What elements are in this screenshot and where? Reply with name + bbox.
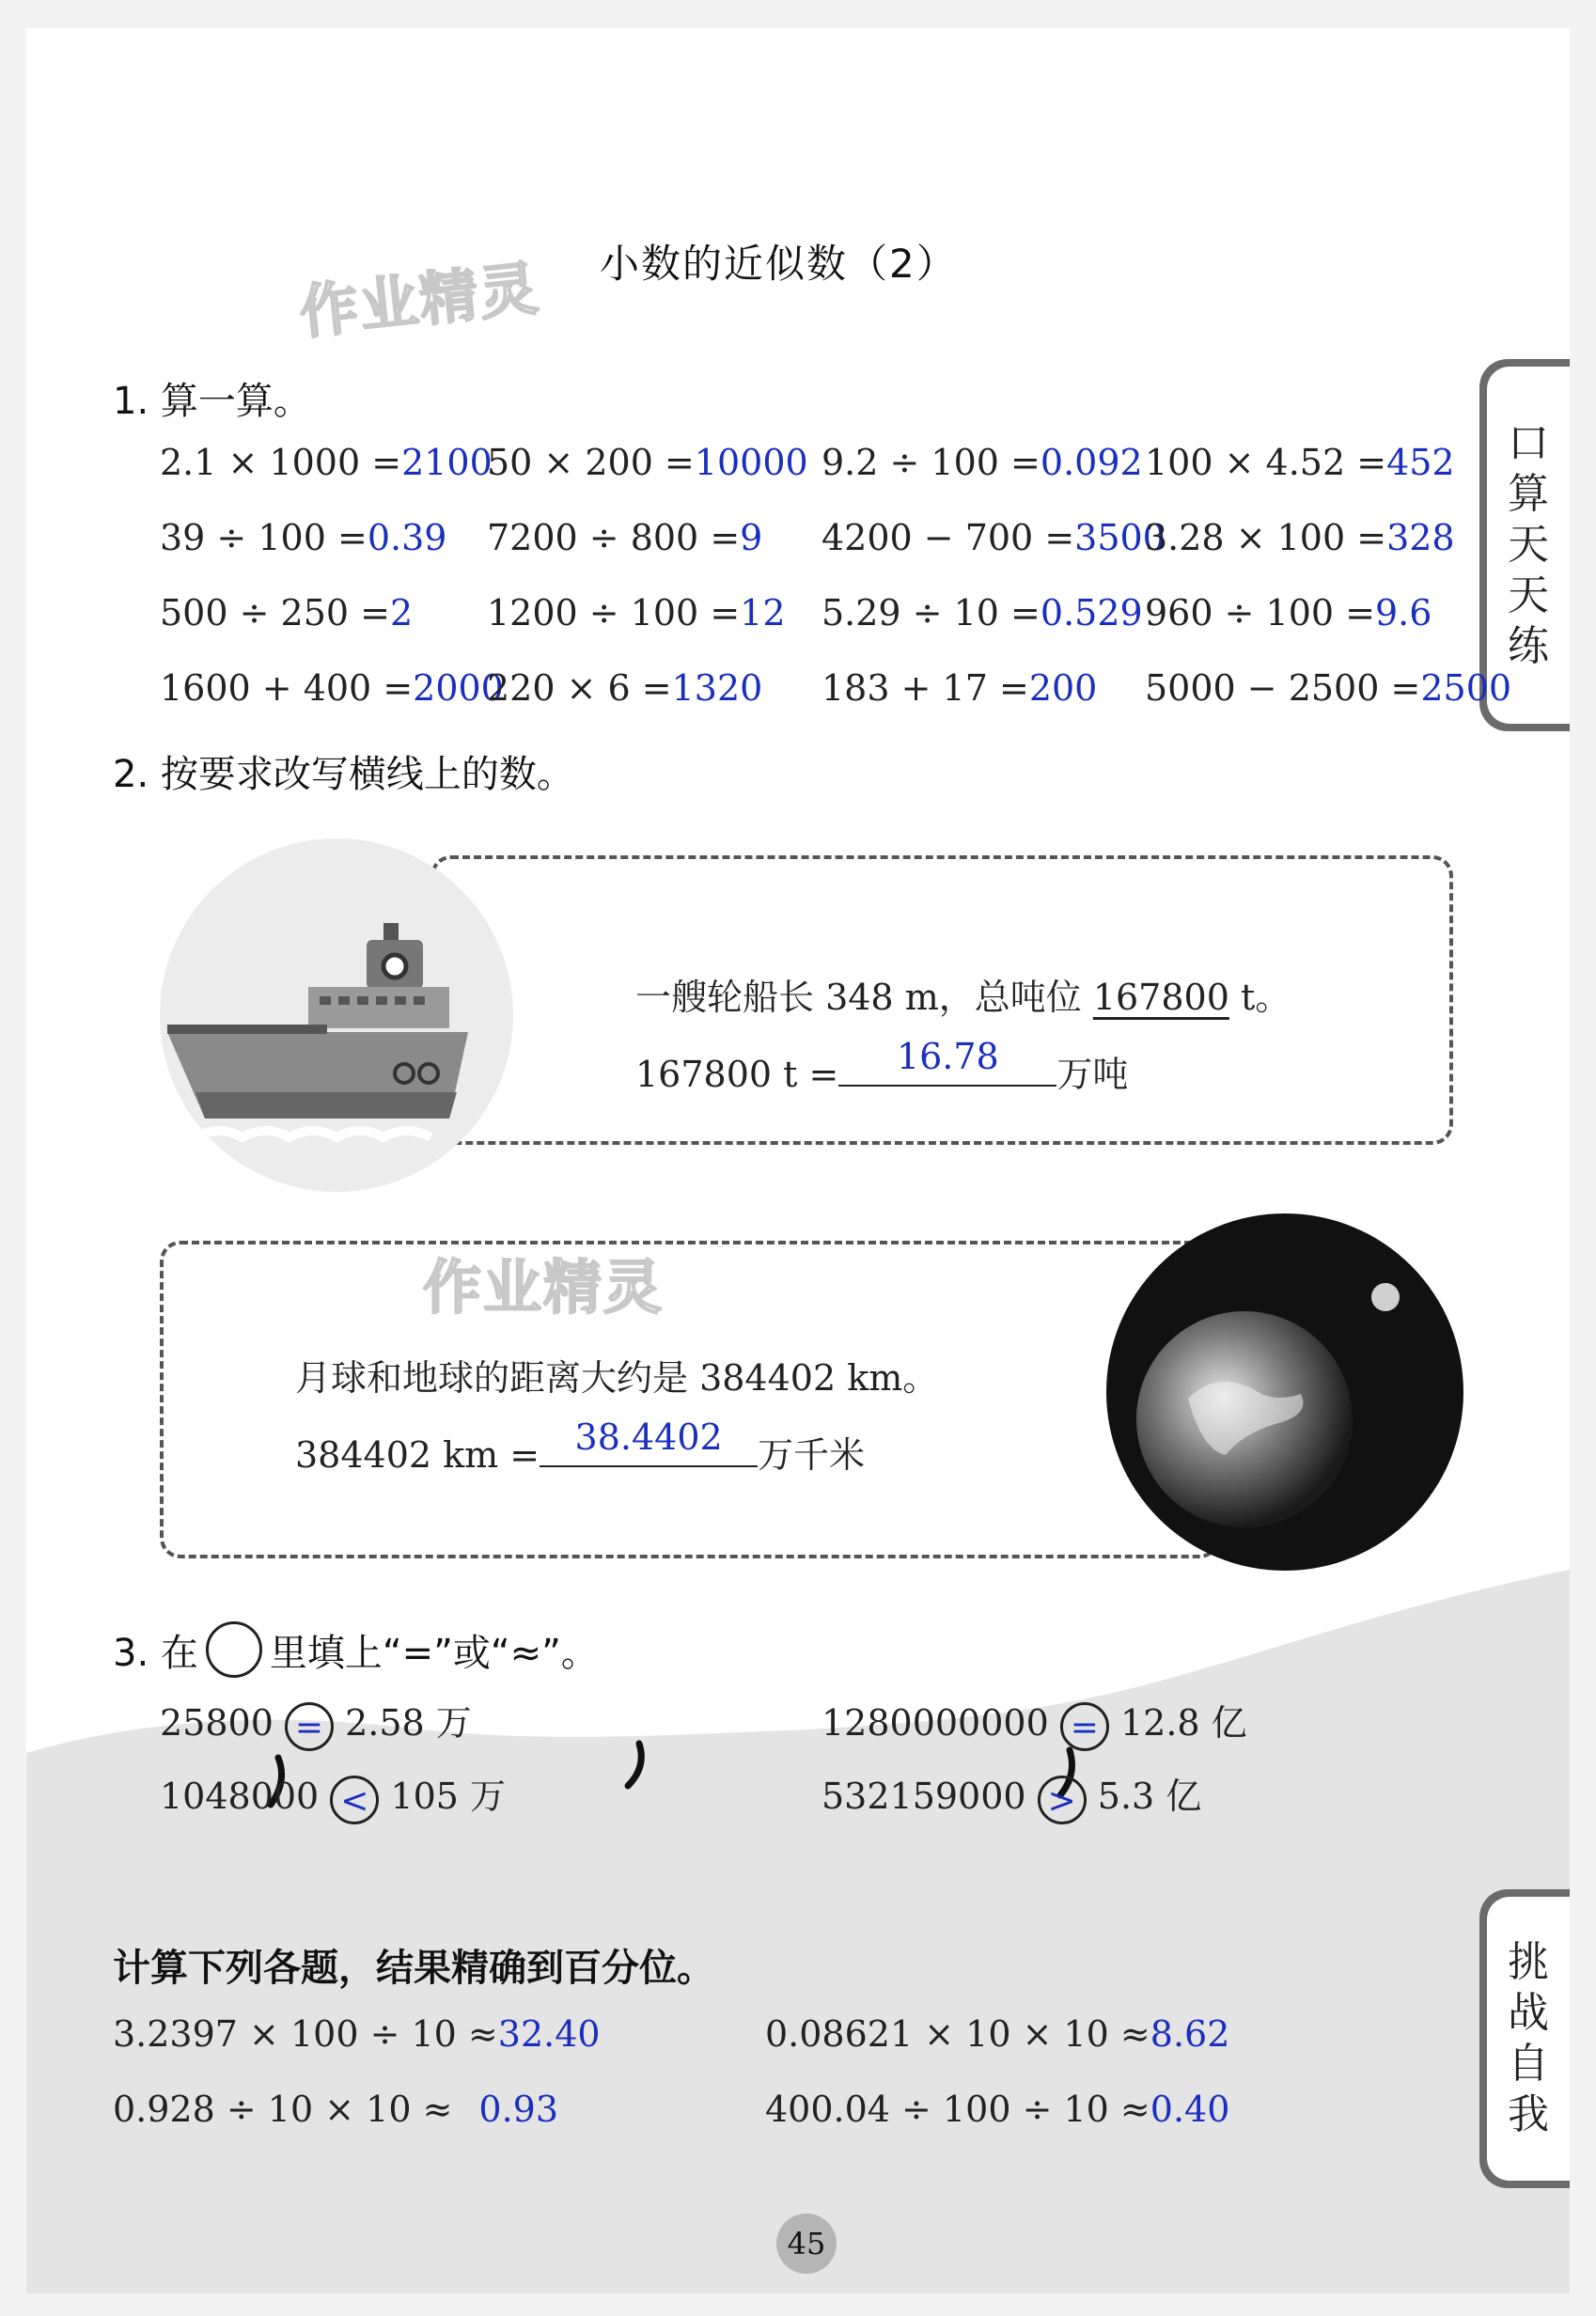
side-tab-char: 战: [1508, 1989, 1549, 2037]
answer-blank: [540, 1416, 758, 1467]
equation: 5000 − 2500 =2500: [1145, 667, 1512, 709]
challenge-equation: 400.04 ÷ 100 ÷ 10 ≈0.40: [765, 2089, 1230, 2130]
comparison-circle[interactable]: <: [330, 1776, 379, 1824]
equation: 1600 + 400 =2000: [160, 667, 504, 709]
side-tab-char: 算: [1508, 470, 1549, 518]
page-title: 小数的近似数（2）: [600, 241, 958, 287]
page-number: 45: [776, 2214, 837, 2274]
answer: 9.6: [1374, 592, 1432, 634]
side-tab-char: 我: [1508, 2090, 1549, 2138]
answer: 12: [740, 592, 786, 634]
equation: 960 ÷ 100 =9.6: [1145, 592, 1432, 634]
ship-sentence: 一艘轮船长 348 m，总吨位 167800 t。: [635, 977, 1291, 1018]
answer: 0.40: [1150, 2089, 1230, 2130]
side-tab-char: 天: [1508, 571, 1549, 619]
equation: 50 × 200 =10000: [487, 442, 808, 483]
earth-moon-illustration: [1103, 1211, 1466, 1573]
equation: 39 ÷ 100 =0.39: [160, 517, 447, 558]
comparison-circle[interactable]: >: [1038, 1776, 1087, 1824]
equation: 220 × 6 =1320: [487, 667, 763, 709]
comparison: 1048000 < 105 万: [160, 1767, 506, 1824]
answer: 38.4402: [574, 1416, 723, 1458]
equation: 1200 ÷ 100 =12: [487, 592, 786, 634]
answer: 1320: [671, 667, 763, 709]
circle-icon: [206, 1621, 262, 1678]
equation: 7200 ÷ 800 =9: [487, 517, 763, 558]
equation: 183 + 17 =200: [821, 667, 1098, 709]
section-3-heading: 3. 在 里填上“=”或“≈”。: [113, 1621, 599, 1678]
answer: 0.39: [367, 517, 447, 558]
ship-illustration: [158, 837, 515, 1194]
section-2-heading: 2. 按要求改写横线上的数。: [113, 753, 574, 796]
comparison: 25800 = 2.58 万: [160, 1694, 472, 1751]
challenge-equation: 0.08621 × 10 × 10 ≈8.62: [765, 2013, 1230, 2055]
watermark: 作业精灵: [423, 1253, 665, 1322]
ship-conversion: 167800 t = 16.78 万吨: [635, 1036, 1129, 1095]
equation: 5.29 ÷ 10 =0.529: [821, 592, 1143, 634]
answer: 8.62: [1150, 2013, 1230, 2055]
challenge-equation: 0.928 ÷ 10 × 10 ≈ 0.93: [113, 2089, 559, 2130]
equation: 100 × 4.52 =452: [1145, 442, 1455, 483]
comparison: 1280000000 = 12.8 亿: [821, 1694, 1247, 1751]
answer: 328: [1386, 517, 1455, 558]
answer: 0.529: [1040, 592, 1143, 634]
challenge-equation: 3.2397 × 100 ÷ 10 ≈32.40: [113, 2013, 601, 2055]
answer: 9: [740, 517, 763, 558]
answer: 2100: [401, 442, 493, 483]
answer-blank: [838, 1036, 1056, 1087]
equation: 500 ÷ 250 =2: [160, 592, 414, 634]
answer: 3500: [1074, 517, 1166, 558]
side-tab-char: 挑: [1508, 1938, 1549, 1986]
section-1-heading: 1. 算一算。: [113, 380, 311, 423]
comparison-circle[interactable]: =: [1060, 1702, 1109, 1751]
side-tab-char: 练: [1508, 622, 1549, 670]
underlined-number: 167800: [1092, 977, 1229, 1018]
answer: 16.78: [896, 1036, 999, 1077]
answer: 2500: [1420, 667, 1512, 709]
watermark: 作业精灵: [296, 253, 543, 348]
moon-sentence: 月球和地球的距离大约是 384402 km。: [295, 1357, 939, 1399]
answer: 2000: [413, 667, 504, 709]
comparison-circle[interactable]: =: [285, 1702, 334, 1751]
side-tab-char: 自: [1508, 2040, 1549, 2088]
answer: 10000: [694, 442, 808, 483]
worksheet-page: [26, 28, 1570, 2293]
answer: 0.092: [1040, 442, 1143, 483]
equation: 4200 − 700 =3500: [821, 517, 1166, 558]
answer: 32.40: [497, 2013, 601, 2055]
answer: 200: [1028, 667, 1098, 709]
comparison: 532159000 > 5.3 亿: [821, 1767, 1201, 1824]
side-tab-char: 天: [1508, 521, 1549, 569]
side-tab-challenge: [1479, 1889, 1570, 2188]
answer: 452: [1386, 442, 1455, 483]
equation: 2.1 × 1000 =2100: [160, 442, 493, 483]
challenge-heading: 计算下列各题，结果精确到百分位。: [113, 1946, 714, 1990]
equation: 3.28 × 100 =328: [1145, 517, 1455, 558]
moon-conversion: 384402 km = 38.4402 万千米: [295, 1416, 866, 1476]
side-tab-char: 口: [1508, 419, 1549, 467]
equation: 9.2 ÷ 100 =0.092: [821, 442, 1143, 483]
answer: 0.93: [478, 2089, 559, 2130]
answer: 2: [389, 592, 414, 634]
